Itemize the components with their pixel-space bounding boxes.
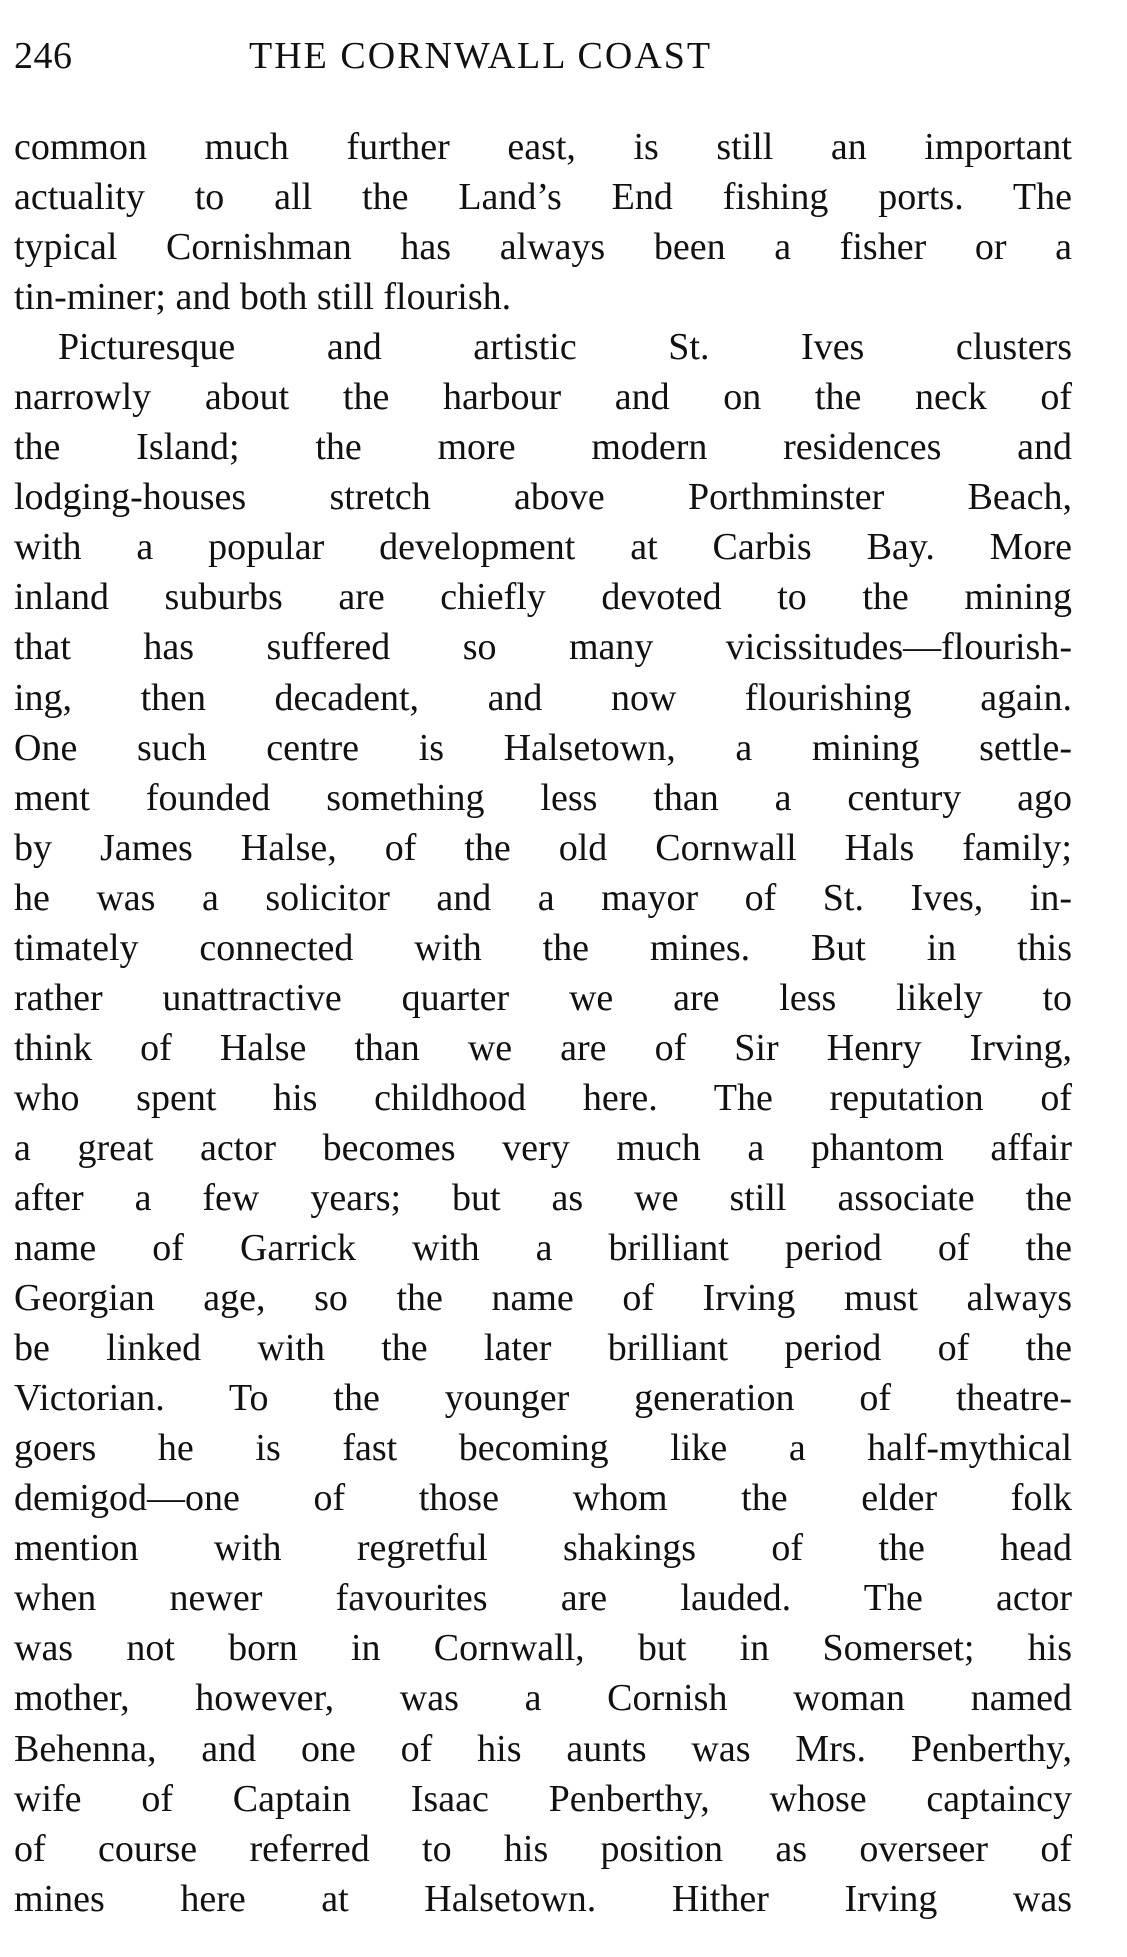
page-number: 246 bbox=[14, 35, 73, 77]
text-line: tin-miner; and both still flourish. bbox=[14, 276, 512, 319]
text-line: ment founded something less than a century ago bbox=[14, 776, 1072, 819]
text-line: was not born in Cornwall, but in Somerset; his bbox=[14, 1627, 1072, 1670]
text-line: Georgian age, so the name of Irving must always bbox=[14, 1277, 1072, 1320]
text-line: common much further east, is still an important bbox=[14, 126, 1072, 168]
paragraph-first-line: Picturesque and artistic St. Ives clusters bbox=[58, 326, 1072, 369]
text-line: mention with regretful shakings of the head bbox=[14, 1527, 1072, 1570]
text-line: of course referred to his position as overseer of bbox=[14, 1827, 1072, 1870]
running-title: THE CORNWALL COAST bbox=[249, 35, 713, 77]
text-line: wife of Captain Isaac Penberthy, whose captaincy bbox=[14, 1777, 1072, 1820]
text-line: mines here at Halsetown. Hither Irving was bbox=[14, 1877, 1072, 1920]
text-line: narrowly about the harbour and on the neck of bbox=[14, 376, 1072, 419]
text-line: typical Cornishman has always been a fisher or a bbox=[14, 226, 1072, 269]
text-line: Behenna, and one of his aunts was Mrs. Penberthy, bbox=[14, 1727, 1072, 1770]
text-line: demigod—one of those whom the elder folk bbox=[14, 1477, 1072, 1520]
text-line: by James Halse, of the old Cornwall Hals family; bbox=[14, 826, 1072, 869]
text-line: that has suffered so many vicissitudes—flourish- bbox=[14, 626, 1072, 669]
text-line: One such centre is Halsetown, a mining settle- bbox=[14, 726, 1072, 769]
text-line: a great actor becomes very much a phantom affair bbox=[14, 1126, 1072, 1169]
text-line: with a popular development at Carbis Bay. More bbox=[14, 526, 1072, 569]
text-line: Victorian. To the younger generation of theatre- bbox=[14, 1377, 1072, 1420]
text-line: he was a solicitor and a mayor of St. Ives, in- bbox=[14, 876, 1072, 919]
text-line: actuality to all the Land’s End fishing ports. The bbox=[14, 176, 1072, 219]
text-line: name of Garrick with a brilliant period of the bbox=[14, 1227, 1072, 1270]
text-line: the Island; the more modern residences and bbox=[14, 426, 1072, 469]
text-line: rather unattractive quarter we are less likely to bbox=[14, 976, 1072, 1019]
text-line: when newer favourites are lauded. The actor bbox=[14, 1577, 1072, 1620]
text-line: timately connected with the mines. But in this bbox=[14, 926, 1072, 969]
text-line: who spent his childhood here. The reputation of bbox=[14, 1076, 1072, 1119]
page-header bbox=[14, 28, 1074, 88]
text-line: think of Halse than we are of Sir Henry Irving, bbox=[14, 1026, 1072, 1069]
text-line: after a few years; but as we still associate the bbox=[14, 1176, 1072, 1219]
body-text bbox=[14, 122, 1072, 1924]
text-line: be linked with the later brilliant period of the bbox=[14, 1327, 1072, 1370]
text-line: inland suburbs are chiefly devoted to the mining bbox=[14, 576, 1072, 619]
text-line: mother, however, was a Cornish woman named bbox=[14, 1677, 1072, 1720]
text-line: ing, then decadent, and now flourishing again. bbox=[14, 676, 1072, 719]
text-line: goers he is fast becoming like a half-mythical bbox=[14, 1427, 1072, 1470]
text-line: lodging-houses stretch above Porthminster Beach, bbox=[14, 476, 1072, 519]
